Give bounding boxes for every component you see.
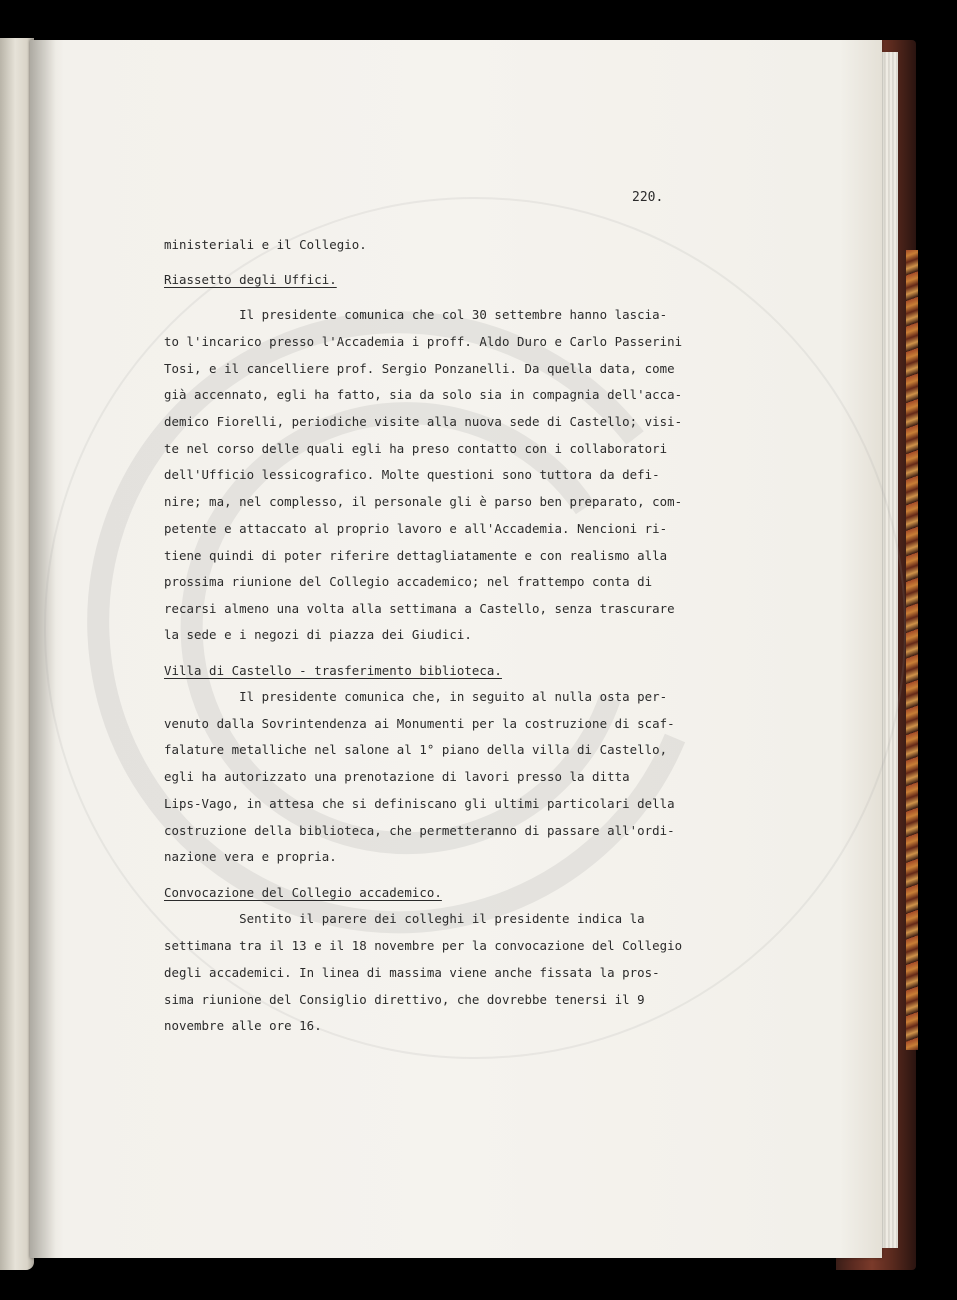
text-line: Sentito il parere dei colleghi il presidente indica la (164, 911, 645, 926)
section-heading: Convocazione del Collegio accademico. (164, 885, 442, 900)
text-line: Il presidente comunica che col 30 settembre hanno lascia- (164, 307, 668, 322)
text-line: dell'Ufficio lessicografico. Molte questioni sono tuttora da defi- (164, 467, 660, 482)
section-heading: Villa di Castello - trasferimento biblioteca. (164, 663, 502, 678)
gutter-shadow (30, 40, 56, 1258)
text-line: nire; ma, nel complesso, il personale gli è parso ben preparato, com- (164, 494, 683, 509)
text-line: sima riunione del Consiglio direttivo, che dovrebbe tenersi il 9 (164, 992, 645, 1007)
text-line: settimana tra il 13 e il 18 novembre per la convocazione del Collegio (164, 938, 683, 953)
text-line: venuto dalla Sovrintendenza ai Monumenti per la costruzione di scaf- (164, 716, 675, 731)
left-page-edge (0, 38, 34, 1270)
text-line: degli accademici. In linea di massima viene anche fissata la pros- (164, 965, 660, 980)
text-line: novembre alle ore 16. (164, 1018, 322, 1033)
text-line: già accennato, egli ha fatto, sia da solo sia in compagnia dell'acca- (164, 387, 683, 402)
text-line: to l'incarico presso l'Accademia i proff. Aldo Duro e Carlo Passerini (164, 334, 683, 349)
text-line: nazione vera e propria. (164, 849, 337, 864)
text-line: tiene quindi di poter riferire dettagliatamente e con realismo alla (164, 548, 668, 563)
text-line: la sede e i negozi di piazza dei Giudici. (164, 627, 472, 642)
text-line: egli ha autorizzato una prenotazione di lavori presso la ditta (164, 769, 630, 784)
text-line: demico Fiorelli, periodiche visite alla nuova sede di Castello; visi- (164, 414, 683, 429)
marbled-edge (906, 250, 918, 1050)
page-number: 220. (632, 190, 664, 205)
text-line: ministeriali e il Collegio. (164, 237, 367, 252)
text-line: Il presidente comunica che, in seguito al nulla osta per- (164, 689, 668, 704)
text-line: petente e attaccato al proprio lavoro e all'Accademia. Nencioni ri- (164, 521, 668, 536)
text-line: costruzione della biblioteca, che permetteranno di passare all'ordi- (164, 823, 675, 838)
section-heading: Riassetto degli Uffici. (164, 272, 337, 287)
text-line: recarsi almeno una volta alla settimana a Castello, senza trascurare (164, 601, 675, 616)
text-line: Lips-Vago, in attesa che si definiscano gli ultimi particolari della (164, 796, 675, 811)
text-line: Tosi, e il cancelliere prof. Sergio Ponzanelli. Da quella data, come (164, 361, 675, 376)
document-page (30, 40, 882, 1258)
text-line: falature metalliche nel salone al 1° piano della villa di Castello, (164, 742, 668, 757)
text-line: prossima riunione del Collegio accademico; nel frattempo conta di (164, 574, 653, 589)
text-line: te nel corso delle quali egli ha preso contatto con i collaboratori (164, 441, 668, 456)
